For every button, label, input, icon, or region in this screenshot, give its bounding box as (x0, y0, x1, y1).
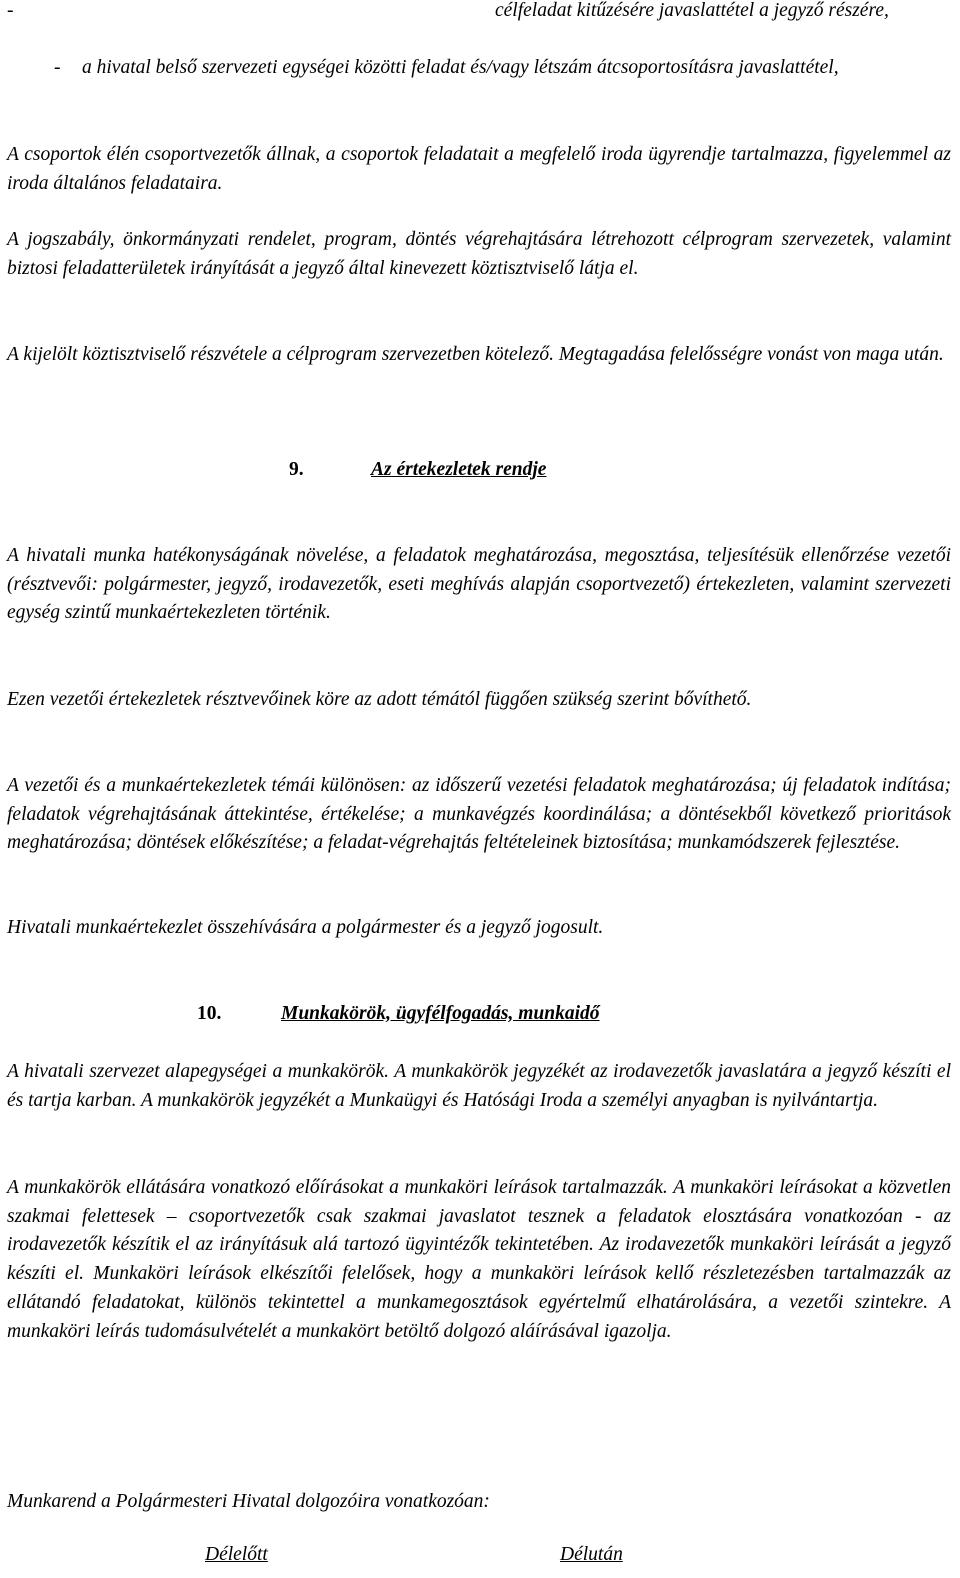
paragraph: Ezen vezetői értekezletek résztvevőinek köre az adott témától függően szükség szerint bővíthető. (7, 689, 752, 710)
column-header-morning: Délelőtt (205, 1544, 268, 1565)
bullet-text: célfeladat kitűzésére javaslattétel a jegyző részére, (495, 0, 889, 21)
column-header-afternoon: Délután (560, 1544, 623, 1565)
section-title: Munkakörök, ügyfélfogadás, munkaidő (281, 1003, 600, 1024)
section-heading (7, 455, 951, 485)
paragraph: A munkakörök ellátására vonatkozó előírásokat a munkaköri leírások tartalmazzák. A munkaköri leírásokat a közvetlen szakmai felettesek – csoportvezetők csak szakmai javaslatot tesznek a feladatok elosztására vonatkozóan - az irodavezetők készítik el az irányításuk alá tartozó ügyintézők tekintetében. Az irodavezetők munkaköri leírását a jegyző készíti el. Munkaköri leírások elkészítői felelősek, hogy a munkaköri leírások kellő részletezésben tartalmazzák az ellátandó feladatokat, különös tekintettel a munkamegosztások egyértelmű elhatárolására, a vezetői szintekre. A munkaköri leírás tudomásulvételét a munkakört betöltő dolgozó aláírásával igazolja. (7, 1177, 951, 1342)
footer-intro: Munkarend a Polgármesteri Hivatal dolgozóira vonatkozóan: (7, 1491, 490, 1512)
paragraph: A hivatali munka hatékonyságának növelése, a feladatok meghatározása, megosztása, teljesítésük ellenőrzése vezetői (résztvevői: polgármester, jegyző, irodavezetők, eseti meghívás alapján csoportvezető) értekezleten, valamint szervezeti egység szintű munkaértekezleten történik. (7, 545, 951, 624)
bullet-dash: - (7, 0, 14, 21)
section-number: 9. (289, 459, 304, 480)
bullet-item (7, 0, 951, 55)
bullet-dash: - (54, 57, 61, 78)
paragraph: A hivatali szervezet alapegységei a munkakörök. A munkakörök jegyzékét az irodavezetők javaslatára a jegyző készíti el és tartja karban. A munkakörök jegyzékét a Munkaügyi és Hatósági Iroda a személyi anyagban is nyilvántartja. (7, 1061, 951, 1111)
paragraph: Hivatali munkaértekezlet összehívására a polgármester és a jegyző jogosult. (7, 917, 604, 938)
paragraph: A kijelölt köztisztviselő részvétele a célprogram szervezetben kötelező. Megtagadása felelősségre vonást von maga után. (7, 344, 944, 365)
paragraph: A jogszabály, önkormányzati rendelet, program, döntés végrehajtására létrehozott célprogram szervezetek, valamint biztosi feladatterületek irányítását a jegyző által kinevezett köztisztviselő látja el. (7, 229, 951, 279)
paragraph: A vezetői és a munkaértekezletek témái különösen: az időszerű vezetési feladatok meghatározása; új feladatok indítása; feladatok végrehajtásának áttekintése, értékelése; a munkavégzés koordinálása; a döntésekből következő prioritások meghatározása; döntések előkészítése; a feladat-végrehajtás feltételeinek biztosítása; munkamódszerek fejlesztése. (7, 775, 951, 854)
bullet-item (7, 54, 951, 83)
section-number: 10. (197, 1003, 222, 1024)
section-heading (7, 999, 951, 1029)
section-title: Az értekezletek rendje (371, 459, 547, 480)
work-schedule-header (7, 1544, 951, 1574)
bullet-text: a hivatal belső szervezeti egységei közötti feladat és/vagy létszám átcsoportosításra javaslattétel, (82, 57, 839, 78)
paragraph: A csoportok élén csoportvezetők állnak, a csoportok feladatait a megfelelő iroda ügyrendje tartalmazza, figyelemmel az iroda általános feladataira. (7, 144, 951, 194)
